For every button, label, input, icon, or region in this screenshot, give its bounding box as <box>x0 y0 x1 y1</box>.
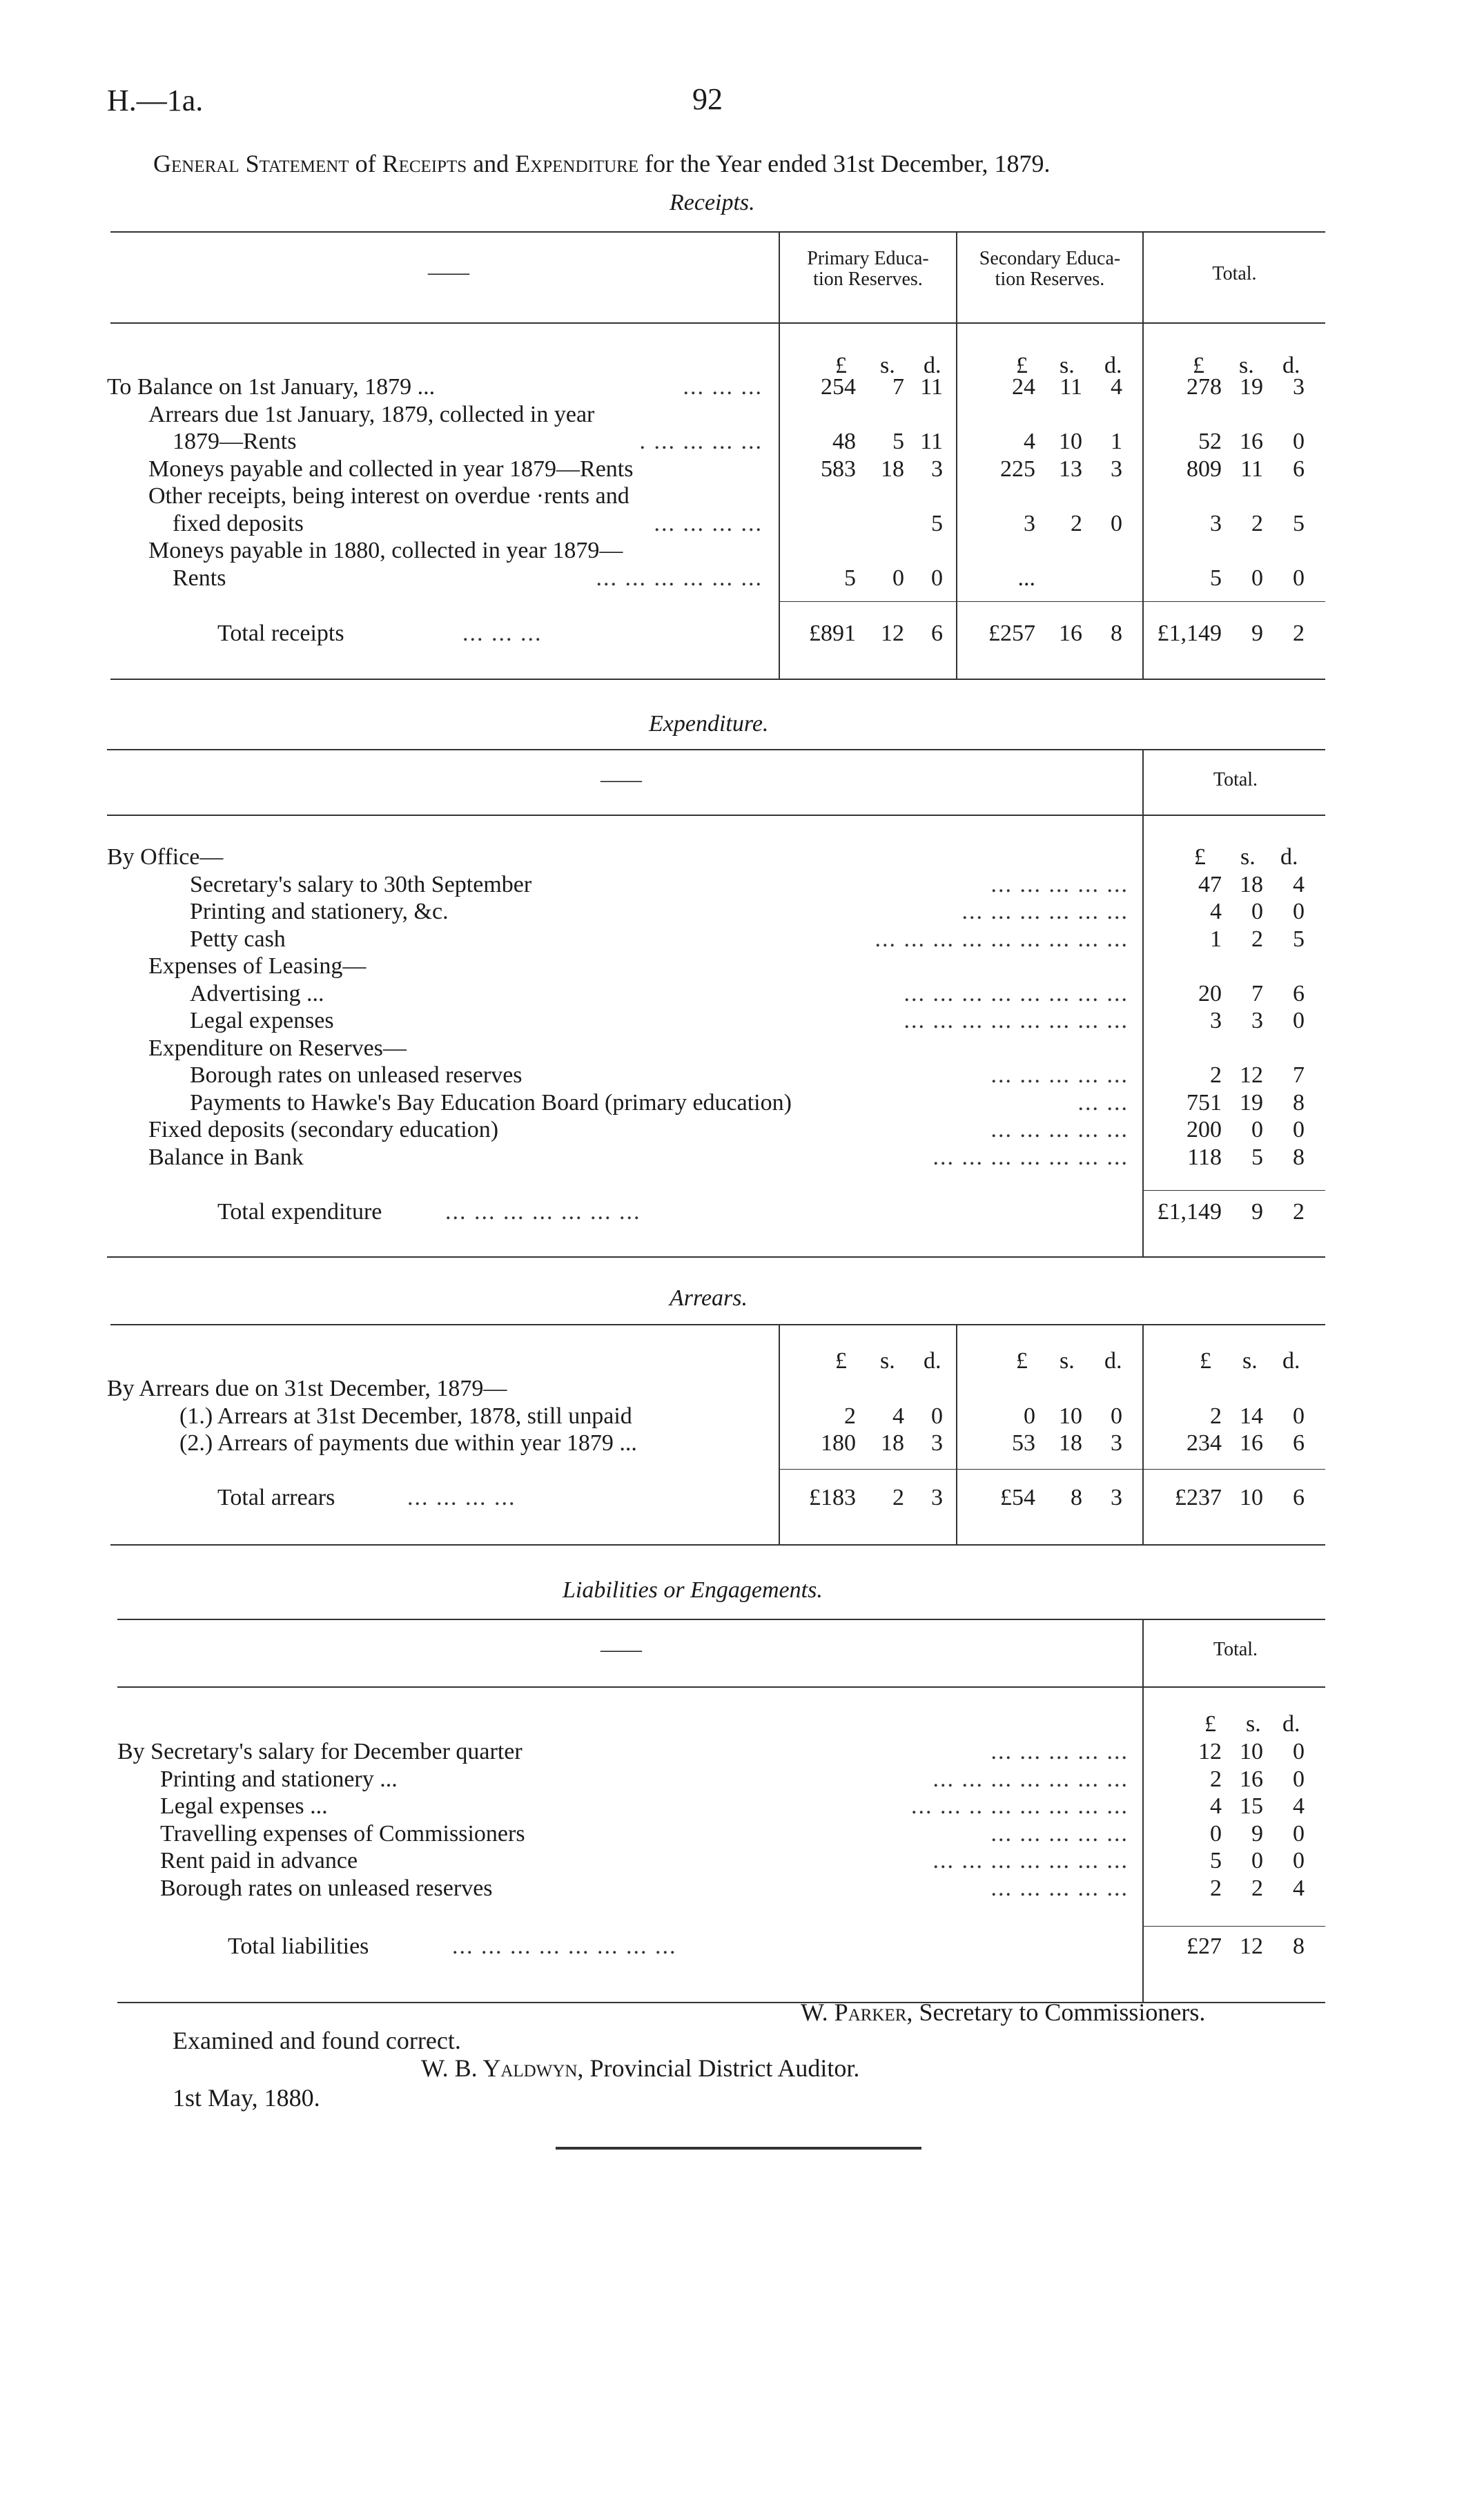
amount-cell: 0 <box>931 1403 943 1429</box>
amount-cell: 10 <box>1240 1739 1263 1764</box>
amount-cell: 3 <box>1293 374 1305 400</box>
amount-cell: 9 <box>1251 1820 1263 1847</box>
amount-cell: 4 <box>1210 1793 1222 1819</box>
amount-cell: 53 <box>1012 1430 1035 1456</box>
amount-cell: 225 <box>1000 456 1035 482</box>
table-row <box>0 401 1484 429</box>
expenditure-units-row: £ s. d. <box>1194 844 1298 870</box>
amount-cell: 0 <box>1293 1403 1305 1429</box>
row-label: (2.) Arrears of payments due within year 1879 ... <box>179 1430 637 1456</box>
receipts-heading: Receipts. <box>670 190 755 215</box>
expenditure-col-blank: —— <box>601 768 642 791</box>
amount-cell: 24 <box>1012 374 1035 400</box>
row-label: Moneys payable in 1880, collected in year 1879— <box>148 538 623 563</box>
amount-cell: 12 <box>1240 1062 1263 1088</box>
amount-cell: 2 <box>1071 510 1082 536</box>
row-label: Rents <box>173 565 226 591</box>
secretary-signature: W. Parker, Secretary to Commissioners. <box>801 1998 1206 2026</box>
page-header-ref: H.—1a. <box>107 84 204 117</box>
amount-cell: 2 <box>1210 1062 1222 1088</box>
amount-cell: 2 <box>1210 1766 1222 1792</box>
receipts-col-secondary: Secondary Educa- tion Reserves. <box>979 248 1121 290</box>
leader-dots: ... ... ... ... ... <box>990 1739 1129 1764</box>
row-label: By Arrears due on 31st December, 1879— <box>107 1376 507 1401</box>
amount-cell: 583 <box>821 456 856 482</box>
table-row <box>0 483 1484 510</box>
amount-cell: 5 <box>1293 926 1305 952</box>
row-label: To Balance on 1st January, 1879 ... <box>107 374 436 400</box>
expenditure-heading: Expenditure. <box>649 711 769 737</box>
liabilities-col-blank: —— <box>601 1638 642 1661</box>
leader-dots: ... ... ... ... ... ... ... ... <box>904 1008 1129 1033</box>
amount-cell: 0 <box>1251 1117 1263 1142</box>
row-label: Expenditure on Reserves— <box>148 1035 407 1061</box>
amount-cell: 234 <box>1187 1430 1222 1456</box>
table-row <box>0 1007 1484 1035</box>
amount-cell: 3 <box>931 1430 943 1456</box>
table-row <box>0 1089 1484 1117</box>
statement-title: General Statement of Receipts and Expenditure for the Year ended 31st December, 1879. <box>153 150 1051 177</box>
amount-cell: 0 <box>1293 899 1305 924</box>
amount-cell: 4 <box>892 1403 904 1429</box>
amount-cell: 16 <box>1240 1430 1263 1456</box>
expenditure-total-row: Total expenditure ... ... ... ... ... ... ... £1,149 9 2 <box>217 1199 1305 1225</box>
amount-cell: 4 <box>1293 1875 1305 1901</box>
leader-dots: ... ... .. ... ... ... ... ... <box>911 1793 1129 1819</box>
table-row <box>0 537 1484 565</box>
amount-cell: 5 <box>1210 1848 1222 1873</box>
table-row <box>0 1875 1484 1902</box>
amount-cell: 0 <box>1293 1739 1305 1764</box>
amount-cell: 3 <box>931 456 943 482</box>
row-label: Printing and stationery ... <box>160 1766 398 1792</box>
table-row <box>0 980 1484 1008</box>
amount-cell: 0 <box>1251 899 1263 924</box>
amount-cell: 5 <box>892 429 904 454</box>
amount-cell: 11 <box>1060 374 1082 400</box>
table-row <box>0 953 1484 980</box>
table-row <box>0 1766 1484 1793</box>
receipts-total-row: Total receipts ... ... ... £891 12 6 £257 16 8 £1,149 9 2 <box>217 621 1305 646</box>
amount-cell: 0 <box>1293 565 1305 591</box>
row-label: Arrears due 1st January, 1879, collected in year <box>148 401 595 427</box>
leader-dots: ... ... ... ... ... <box>990 1117 1129 1142</box>
leader-dots: ... ... ... <box>683 374 763 400</box>
amount-cell: 2 <box>1210 1403 1222 1429</box>
amount-cell: 13 <box>1059 456 1082 482</box>
amount-cell: 3 <box>1210 1008 1222 1033</box>
amount-cell: 4 <box>1293 871 1305 897</box>
receipts-col-blank: —— <box>428 261 469 284</box>
leader-dots: ... ... ... ... ... ... <box>961 899 1129 924</box>
amount-cell: 18 <box>1240 871 1263 897</box>
amount-cell: 8 <box>1293 1089 1305 1116</box>
amount-cell: 8 <box>1293 1144 1305 1170</box>
amount-cell: 2 <box>1251 1875 1263 1901</box>
amount-cell: 52 <box>1198 429 1222 454</box>
row-label: Expenses of Leasing— <box>148 953 367 979</box>
row-label: Balance in Bank <box>148 1144 304 1170</box>
table-row <box>0 565 1484 592</box>
receipts-col-total: Total. <box>1212 263 1257 284</box>
amount-cell: 3 <box>1024 510 1035 536</box>
row-label: Legal expenses ... <box>160 1793 328 1819</box>
leader-dots: ... ... ... ... ... <box>990 1820 1129 1847</box>
table-row <box>0 1403 1484 1430</box>
amount-cell: 0 <box>1293 1117 1305 1142</box>
amount-cell: 3 <box>1111 456 1122 482</box>
amount-cell: 20 <box>1198 980 1222 1006</box>
amount-cell: 2 <box>1251 926 1263 952</box>
amount-cell: 5 <box>1210 565 1222 591</box>
amount-cell: 5 <box>1293 510 1305 536</box>
amount-cell: 7 <box>892 374 904 400</box>
row-label: 1879—Rents <box>173 429 297 454</box>
liabilities-total-row: Total liabilities ... ... ... ... ... ... ... ... £27 12 8 <box>228 1934 1305 1959</box>
amount-cell: 7 <box>1251 980 1263 1006</box>
amount-cell: 4 <box>1210 899 1222 924</box>
liabilities-col-total: Total. <box>1213 1639 1258 1660</box>
amount-cell: 0 <box>1024 1403 1035 1429</box>
amount-cell: 200 <box>1187 1117 1222 1142</box>
amount-cell: 4 <box>1111 374 1122 400</box>
amount-cell: 118 <box>1187 1144 1222 1170</box>
amount-cell: 18 <box>1059 1430 1082 1456</box>
table-row <box>0 1430 1484 1457</box>
leader-dots: ... ... ... ... ... ... ... <box>933 1144 1129 1170</box>
leader-dots: ... ... <box>1077 1089 1129 1116</box>
table-row <box>0 1738 1484 1766</box>
table-row <box>0 1035 1484 1062</box>
amount-cell: 5 <box>931 510 943 536</box>
amount-cell: 6 <box>1293 1430 1305 1456</box>
amount-cell: 0 <box>1293 1008 1305 1033</box>
leader-dots: ... ... ... ... ... <box>990 1062 1129 1088</box>
amount-cell: 19 <box>1240 374 1263 400</box>
table-row <box>0 844 1484 871</box>
amount-cell: 2 <box>1210 1875 1222 1901</box>
table-row <box>0 373 1484 401</box>
liabilities-units-row: £ s. d. <box>1204 1711 1300 1737</box>
leader-dots: . ... ... ... ... <box>639 429 763 454</box>
row-label: Borough rates on unleased reserves <box>160 1875 493 1901</box>
amount-cell: 0 <box>1251 1848 1263 1873</box>
amount-cell: 2 <box>1251 510 1263 536</box>
amount-cell: 751 <box>1187 1089 1222 1116</box>
row-label: Travelling expenses of Commissioners <box>160 1820 525 1847</box>
table-row <box>0 898 1484 926</box>
row-label: Other receipts, being interest on overdue ·rents and <box>148 483 629 509</box>
table-row <box>0 926 1484 953</box>
row-label: Payments to Hawke's Bay Education Board (primary education) <box>190 1089 792 1116</box>
row-label: Moneys payable and collected in year 1879—Rents <box>148 456 634 482</box>
leader-dots: ... ... ... ... ... ... ... ... <box>904 980 1129 1006</box>
amount-cell: 11 <box>920 374 943 400</box>
amount-cell: 3 <box>1111 1430 1122 1456</box>
table-row <box>0 1375 1484 1403</box>
table-row <box>0 1847 1484 1875</box>
row-label: Advertising ... <box>190 980 324 1006</box>
amount-cell: 1 <box>1210 926 1222 952</box>
arrears-units-row: £ s. d. £ s. d. £ s. d. <box>835 1348 1300 1374</box>
liabilities-heading: Liabilities or Engagements. <box>563 1577 823 1603</box>
amount-cell: 0 <box>1111 510 1122 536</box>
amount-cell: 18 <box>881 456 904 482</box>
row-label: fixed deposits <box>173 510 304 536</box>
amount-cell: 47 <box>1198 871 1222 897</box>
amount-cell: 15 <box>1240 1793 1263 1819</box>
auditor-signature: W. B. Yaldwyn, Provincial District Auditor. <box>421 2054 860 2082</box>
expenditure-col-total: Total. <box>1213 769 1258 790</box>
amount-cell: 0 <box>1293 1848 1305 1873</box>
amount-cell: 7 <box>1293 1062 1305 1088</box>
amount-cell: ... <box>1017 565 1035 591</box>
amount-cell: 2 <box>844 1403 856 1429</box>
amount-cell: 10 <box>1059 429 1082 454</box>
statement-date: 1st May, 1880. <box>173 2084 320 2112</box>
leader-dots: ... ... ... ... ... ... ... <box>933 1848 1129 1873</box>
arrears-heading: Arrears. <box>670 1285 748 1311</box>
leader-dots: ... ... ... ... ... ... ... ... ... <box>875 926 1129 952</box>
table-row <box>0 1820 1484 1848</box>
row-label: Legal expenses <box>190 1008 334 1033</box>
arrears-total-row: Total arrears ... ... ... ... £183 2 3 £54 8 3 £237 10 6 <box>217 1485 1305 1510</box>
leader-dots: ... ... ... ... ... <box>990 871 1129 897</box>
leader-dots: ... ... ... ... <box>654 510 763 536</box>
amount-cell: 0 <box>1293 1766 1305 1792</box>
amount-cell: 6 <box>1293 980 1305 1006</box>
amount-cell: 14 <box>1240 1403 1263 1429</box>
amount-cell: 0 <box>931 565 943 591</box>
row-label: By Office— <box>107 844 224 870</box>
table-row <box>0 1116 1484 1144</box>
table-row <box>0 428 1484 456</box>
leader-dots: ... ... ... ... ... ... <box>596 565 763 591</box>
amount-cell: 4 <box>1024 429 1035 454</box>
table-row <box>0 510 1484 538</box>
table-row <box>0 1793 1484 1820</box>
amount-cell: 48 <box>832 429 856 454</box>
amount-cell: 18 <box>881 1430 904 1456</box>
row-label: Printing and stationery, &c. <box>190 899 449 924</box>
amount-cell: 6 <box>1293 456 1305 482</box>
amount-cell: 0 <box>1111 1403 1122 1429</box>
amount-cell: 0 <box>1251 565 1263 591</box>
receipts-units-row: £ s. d. £ s. d. £ s. d. <box>835 353 1300 378</box>
amount-cell: 5 <box>844 565 856 591</box>
amount-cell: 16 <box>1240 1766 1263 1792</box>
amount-cell: 3 <box>1210 510 1222 536</box>
table-row <box>0 1062 1484 1089</box>
amount-cell: 16 <box>1240 429 1263 454</box>
row-label: Rent paid in advance <box>160 1848 358 1873</box>
table-row <box>0 456 1484 483</box>
amount-cell: 0 <box>1293 1820 1305 1847</box>
page-number: 92 <box>692 82 723 116</box>
amount-cell: 0 <box>892 565 904 591</box>
amount-cell: 19 <box>1240 1089 1263 1116</box>
row-label: Borough rates on unleased reserves <box>190 1062 523 1088</box>
amount-cell: 1 <box>1111 429 1122 454</box>
row-label: (1.) Arrears at 31st December, 1878, still unpaid <box>179 1403 632 1429</box>
examined-note: Examined and found correct. <box>173 2027 461 2054</box>
amount-cell: 3 <box>1251 1008 1263 1033</box>
row-label: Petty cash <box>190 926 286 952</box>
amount-cell: 11 <box>1240 456 1263 482</box>
amount-cell: 12 <box>1198 1739 1222 1764</box>
amount-cell: 4 <box>1293 1793 1305 1819</box>
table-row <box>0 871 1484 899</box>
amount-cell: 5 <box>1251 1144 1263 1170</box>
closing-rule <box>556 2147 921 2150</box>
amount-cell: 278 <box>1187 374 1222 400</box>
row-label: Fixed deposits (secondary education) <box>148 1117 499 1142</box>
row-label: Secretary's salary to 30th September <box>190 871 532 897</box>
leader-dots: ... ... ... ... ... ... ... <box>933 1766 1129 1792</box>
amount-cell: 809 <box>1187 456 1222 482</box>
amount-cell: 10 <box>1059 1403 1082 1429</box>
amount-cell: 254 <box>821 374 856 400</box>
leader-dots: ... ... ... ... ... <box>990 1875 1129 1901</box>
receipts-col-primary: Primary Educa- tion Reserves. <box>807 248 929 290</box>
amount-cell: 180 <box>821 1430 856 1456</box>
amount-cell: 0 <box>1293 429 1305 454</box>
row-label: By Secretary's salary for December quarter <box>117 1739 523 1764</box>
amount-cell: 11 <box>920 429 943 454</box>
amount-cell: 0 <box>1210 1820 1222 1847</box>
table-row <box>0 1144 1484 1171</box>
